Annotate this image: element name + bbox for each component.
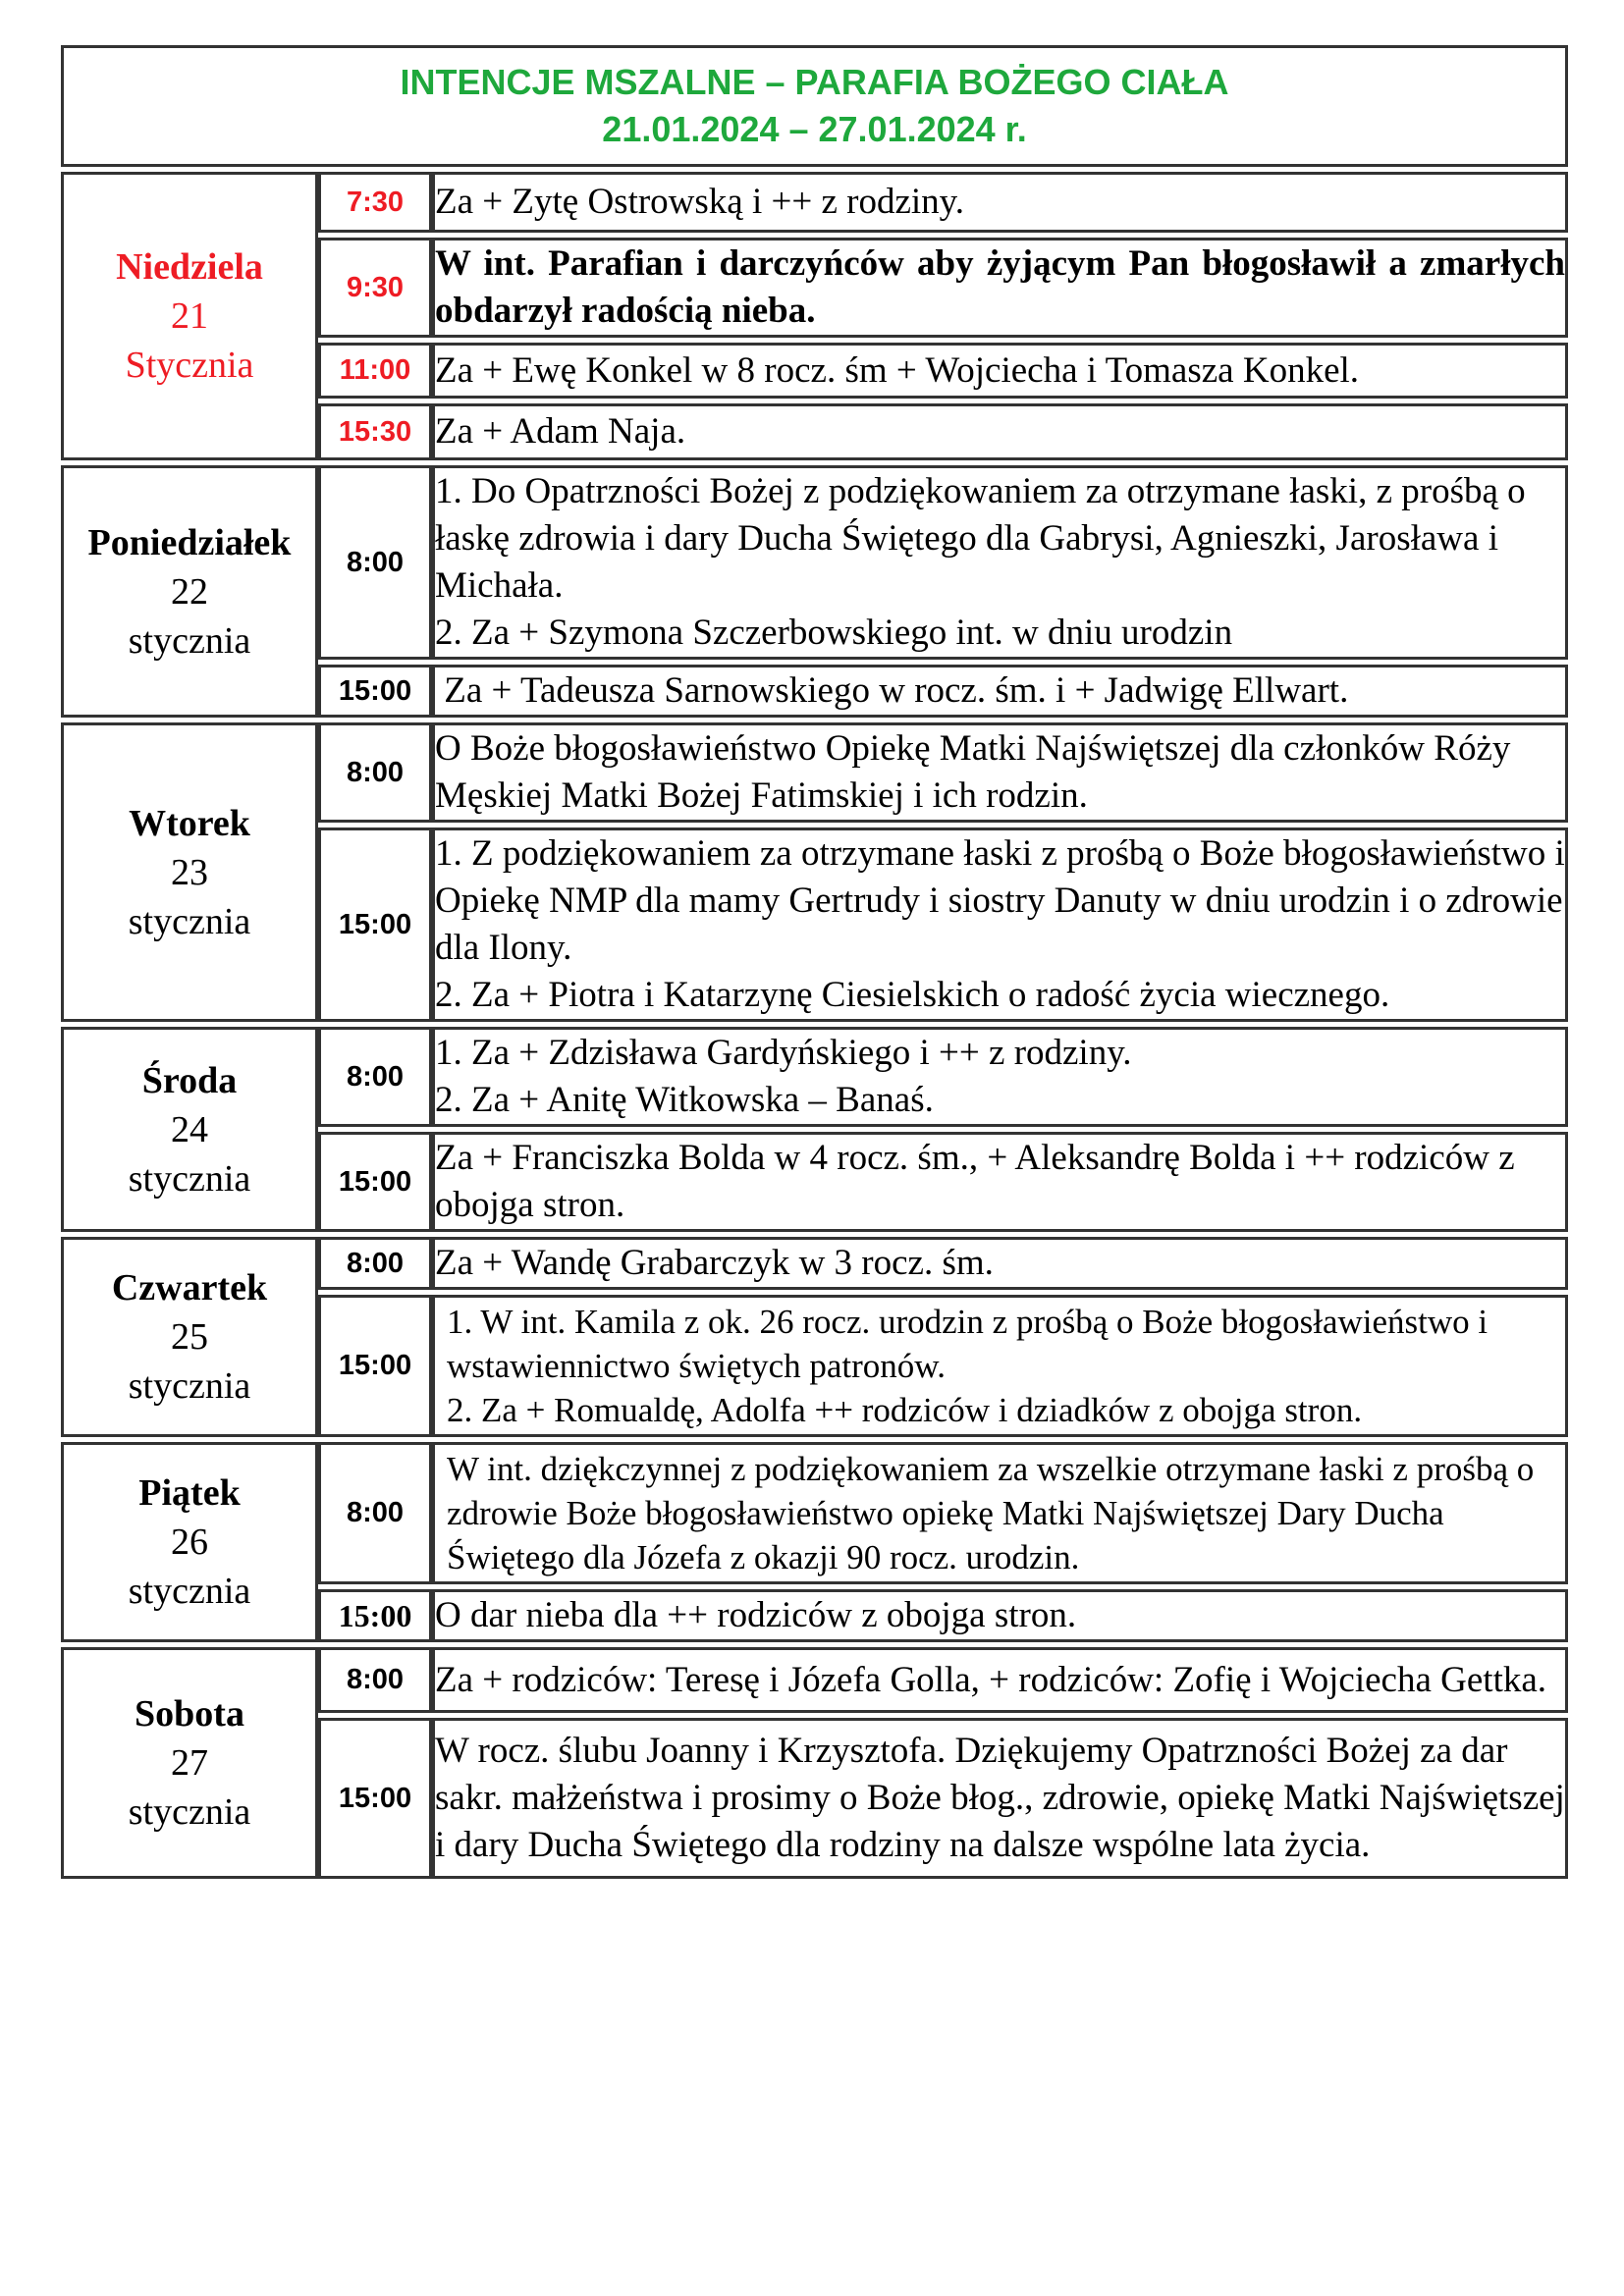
day-month: stycznia <box>128 1571 251 1612</box>
day-cell <box>61 465 318 718</box>
intention-line: 1. Z podziękowaniem za otrzymane łaski z prośbą o Boże błogosławieństwo i Opiekę NMP dla mamy Gertrudy i siostry Danuty w dniu urodzin i o zdrowie dla Ilony. <box>435 833 1565 968</box>
intention-line: O Boże błogosławieństwo Opiekę Matki Najświętszej dla członków Róży Męskiej Matki Bożej Fatimskiej i ich rodzin. <box>435 728 1511 816</box>
day-cell <box>61 172 318 460</box>
day-name: Niedziela <box>116 246 263 288</box>
date-range: 21.01.2024 – 27.01.2024 r. <box>602 109 1027 149</box>
mass-intentions-table <box>61 40 1568 1884</box>
mass-intention <box>432 1237 1568 1290</box>
day-name: Sobota <box>135 1693 244 1735</box>
day-cell <box>61 1027 318 1232</box>
intention-line: Za + Ewę Konkel w 8 rocz. śm + Wojciecha i Tomasza Konkel. <box>435 349 1360 391</box>
mass-intention <box>432 1589 1568 1642</box>
mass-intention <box>432 1027 1568 1127</box>
day-name: Wtorek <box>129 802 250 844</box>
mass-time: 8:00 <box>318 1237 432 1290</box>
intention-line: W int. dziękczynnej z podziękowaniem za wszelkie otrzymane łaski z prośbą o zdrowie Boże błogosławieństwo opiekę Matki Najświętszej Dary Ducha Świętego dla Józefa z okazji 90 rocz. urodzin. <box>447 1450 1535 1576</box>
mass-row <box>61 1647 1568 1713</box>
intention-line: W int. Parafian i darczyńców aby żyjącym Pan błogosławił a zmarłych obdarzył radością nieba. <box>435 243 1565 331</box>
mass-time: 8:00 <box>318 465 432 660</box>
intention-line: 2. Za + Szymona Szczerbowskiego int. w dniu urodzin <box>435 613 1233 653</box>
mass-time: 15:00 <box>318 1295 432 1437</box>
mass-time: 15:30 <box>318 403 432 460</box>
mass-intention <box>432 343 1568 399</box>
day-number: 21 <box>171 295 208 337</box>
day-cell <box>61 1237 318 1437</box>
mass-intention <box>432 665 1568 718</box>
day-cell <box>61 1442 318 1642</box>
intention-line: Za + Adam Naja. <box>435 411 686 452</box>
intention-line: Za + Zytę Ostrowską i ++ z rodziny. <box>435 182 965 222</box>
mass-time: 15:00 <box>318 1589 432 1642</box>
mass-time: 15:00 <box>318 1132 432 1232</box>
mass-row <box>61 722 1568 823</box>
mass-time: 7:30 <box>318 172 432 233</box>
mass-row <box>61 1442 1568 1584</box>
mass-intention <box>432 722 1568 823</box>
mass-time: 8:00 <box>318 1027 432 1127</box>
day-cell <box>61 1647 318 1879</box>
mass-time: 15:00 <box>318 665 432 718</box>
day-month: stycznia <box>128 1365 251 1407</box>
title-row <box>61 45 1568 167</box>
day-month: stycznia <box>128 619 251 662</box>
mass-time: 8:00 <box>318 722 432 823</box>
day-month: Stycznia <box>125 345 254 386</box>
day-name: Poniedziałek <box>87 521 292 563</box>
mass-time: 15:00 <box>318 828 432 1022</box>
day-number: 24 <box>171 1108 208 1150</box>
mass-intentions-body <box>61 45 1568 1879</box>
intention-line: W rocz. ślubu Joanny i Krzysztofa. Dziękujemy Opatrzności Bożej za dar sakr. małżeństwa i prosimy o Boże błog., zdrowie, opiekę Matki Najświętszej i dary Ducha Świętego dla rodziny na dalsze wspólne lata życia. <box>435 1731 1565 1865</box>
day-number: 23 <box>171 851 208 893</box>
intention-line: 1. Za + Zdzisława Gardyńskiego i ++ z rodziny. <box>435 1033 1132 1073</box>
mass-intention <box>432 828 1568 1022</box>
day-number: 27 <box>171 1742 208 1784</box>
intention-line: Za + rodziców: Teresę i Józefa Golla, + rodziców: Zofię i Wojciecha Gettka. <box>435 1659 1547 1700</box>
day-month: stycznia <box>128 1791 251 1833</box>
mass-row <box>61 465 1568 660</box>
mass-intention <box>432 1295 1568 1437</box>
mass-intention <box>432 403 1568 460</box>
mass-time: 15:00 <box>318 1718 432 1879</box>
mass-intention <box>432 1132 1568 1232</box>
day-name: Piątek <box>138 1472 241 1514</box>
intention-line: Za + Wandę Grabarczyk w 3 rocz. śm. <box>435 1243 994 1283</box>
intention-line: 1. Do Opatrzności Bożej z podziękowaniem za otrzymane łaski, z prośbą o łaskę zdrowia i dary Ducha Świętego dla Gabrysi, Agnieszki, Jarosława i Michała. <box>435 471 1526 606</box>
day-month: stycznia <box>128 900 251 942</box>
day-name: Środa <box>141 1059 238 1101</box>
intention-line: 1. W int. Kamila z ok. 26 rocz. urodzin z prośbą o Boże błogosławieństwo i wstawiennictwo świętych patronów. <box>447 1303 1489 1385</box>
mass-time: 8:00 <box>318 1647 432 1713</box>
mass-row <box>61 1237 1568 1290</box>
mass-intention <box>432 172 1568 233</box>
intention-line: Za + Franciszka Bolda w 4 rocz. śm., + Aleksandrę Bolda i ++ rodziców z obojga stron. <box>435 1138 1515 1225</box>
page-title: INTENCJE MSZALNE – PARAFIA BOŻEGO CIAŁA <box>400 62 1229 102</box>
day-number: 22 <box>171 570 208 613</box>
mass-intention <box>432 465 1568 660</box>
intention-line: 2. Za + Piotra i Katarzynę Ciesielskich o radość życia wiecznego. <box>435 975 1390 1015</box>
mass-row <box>61 1027 1568 1127</box>
intention-line: 2. Za + Anitę Witkowska – Banaś. <box>435 1080 934 1120</box>
intention-line: Za + Tadeusza Sarnowskiego w rocz. śm. i + Jadwigę Ellwart. <box>435 670 1349 711</box>
day-number: 25 <box>171 1316 208 1358</box>
mass-intention <box>432 238 1568 338</box>
mass-row <box>61 172 1568 233</box>
day-month: stycznia <box>128 1157 251 1200</box>
intention-line: O dar nieba dla ++ rodziców z obojga stron. <box>435 1595 1077 1635</box>
mass-time: 11:00 <box>318 343 432 399</box>
day-number: 26 <box>171 1522 208 1563</box>
mass-time: 9:30 <box>318 238 432 338</box>
mass-time: 8:00 <box>318 1442 432 1584</box>
mass-intention <box>432 1718 1568 1879</box>
day-name: Czwartek <box>111 1267 268 1308</box>
day-cell <box>61 722 318 1022</box>
mass-intention <box>432 1442 1568 1584</box>
title-cell <box>61 45 1568 167</box>
intention-line: 2. Za + Romualdę, Adolfa ++ rodziców i dziadków z obojga stron. <box>447 1391 1363 1429</box>
mass-intention <box>432 1647 1568 1713</box>
